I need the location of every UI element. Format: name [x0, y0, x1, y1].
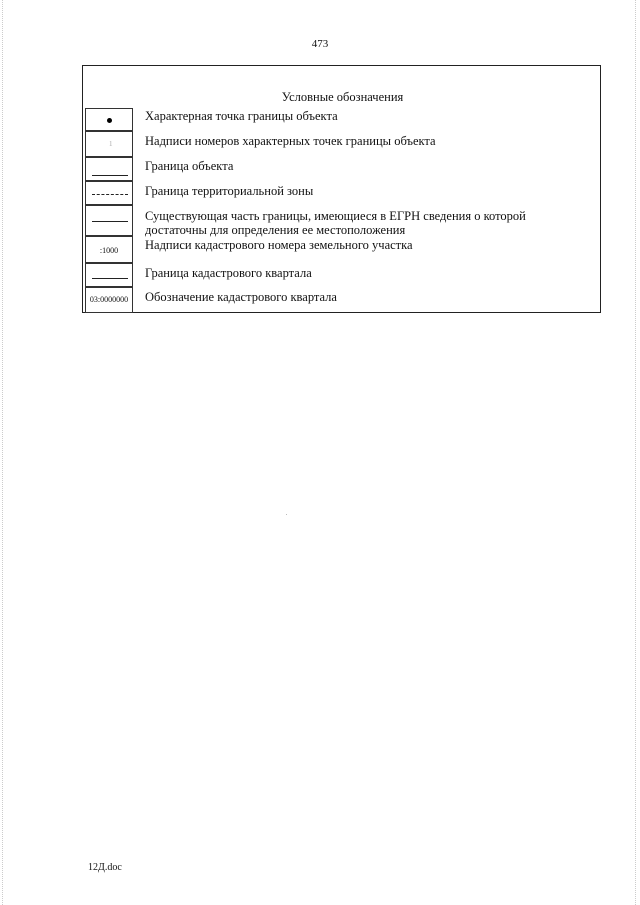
legend-label-line1: Существующая часть границы, имеющиеся в ЕГРН сведения о которой [145, 209, 526, 223]
legend-label-line2: достаточны для определения ее местоположения [145, 223, 406, 237]
legend-label: Надписи номеров характерных точек границы объекта [145, 134, 436, 148]
legend-label: Обозначение кадастрового квартала [145, 290, 337, 304]
object-boundary-symbol [85, 157, 133, 181]
legend-label-existing [145, 209, 585, 237]
quarter-designation-sample: 03:0000000 [89, 295, 129, 304]
legend-title: Условные обозначения [281, 90, 404, 104]
quarter-boundary-symbol [85, 263, 133, 287]
cadastral-number-sample: :1000 [99, 246, 119, 255]
solid-line-icon [92, 175, 128, 176]
point-numbers-symbol [85, 131, 133, 157]
quarter-designation-symbol [85, 287, 133, 313]
dash-dot-line-icon [92, 194, 128, 195]
boundary-point-symbol [85, 108, 133, 131]
cadastral-number-symbol [85, 236, 133, 263]
point-number-sample: 1 [109, 140, 113, 148]
zone-boundary-symbol [85, 181, 133, 205]
scan-edge-right [635, 0, 637, 905]
legend-label: Граница территориальной зоны [145, 184, 314, 198]
legend-label: Надписи кадастрового номера земельного участка [145, 238, 413, 252]
existing-boundary-symbol [85, 205, 133, 236]
solid-line-icon [92, 221, 128, 222]
scan-speck [286, 514, 287, 515]
point-marker-icon [107, 118, 112, 123]
footer-filename: 12Д.doc [88, 862, 122, 873]
scan-edge-left [2, 0, 4, 905]
page-number: 473 [311, 38, 329, 50]
legend-label: Характерная точка границы объекта [145, 109, 338, 123]
legend-label: Граница кадастрового квартала [145, 266, 312, 280]
solid-line-icon [92, 278, 128, 279]
legend-table [82, 65, 601, 313]
legend-label: Граница объекта [145, 159, 234, 173]
